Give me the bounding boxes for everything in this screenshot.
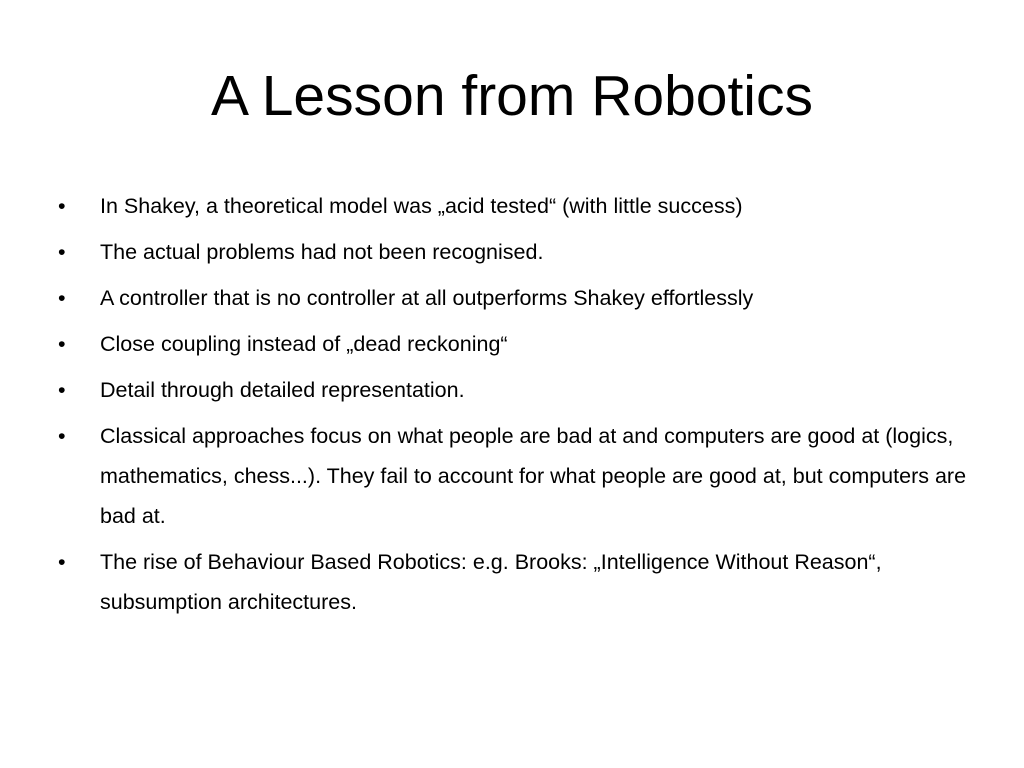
bullet-text: The actual problems had not been recognised. (100, 240, 544, 264)
slide-title: A Lesson from Robotics (211, 64, 813, 128)
bullet-item (58, 370, 978, 410)
bullet-dot-icon: • (58, 550, 66, 574)
bullet-dot-icon: • (58, 240, 66, 264)
bullet-list (58, 186, 978, 628)
bullet-dot-icon: • (58, 286, 66, 310)
bullet-text: Close coupling instead of „dead reckoning“ (100, 332, 508, 356)
bullet-text: The rise of Behaviour Based Robotics: e.g. Brooks: „Intelligence Without Reason“, subsumption architectures. (100, 550, 882, 614)
bullet-item (58, 232, 978, 272)
bullet-dot-icon: • (58, 332, 66, 356)
bullet-dot-icon: • (58, 194, 66, 218)
bullet-dot-icon: • (58, 378, 66, 402)
bullet-item (58, 186, 978, 226)
bullet-item (58, 416, 978, 536)
bullet-item (58, 542, 978, 622)
bullet-text: In Shakey, a theoretical model was „acid tested“ (with little success) (100, 194, 743, 218)
bullet-text: Detail through detailed representation. (100, 378, 465, 402)
bullet-item (58, 278, 978, 318)
bullet-dot-icon: • (58, 424, 66, 448)
bullet-item (58, 324, 978, 364)
bullet-text: A controller that is no controller at all outperforms Shakey effortlessly (100, 286, 754, 310)
bullet-text: Classical approaches focus on what people are bad at and computers are good at (logics, mathematics, chess...). They fail to account for what people are good at, but computers are bad at. (100, 424, 967, 528)
